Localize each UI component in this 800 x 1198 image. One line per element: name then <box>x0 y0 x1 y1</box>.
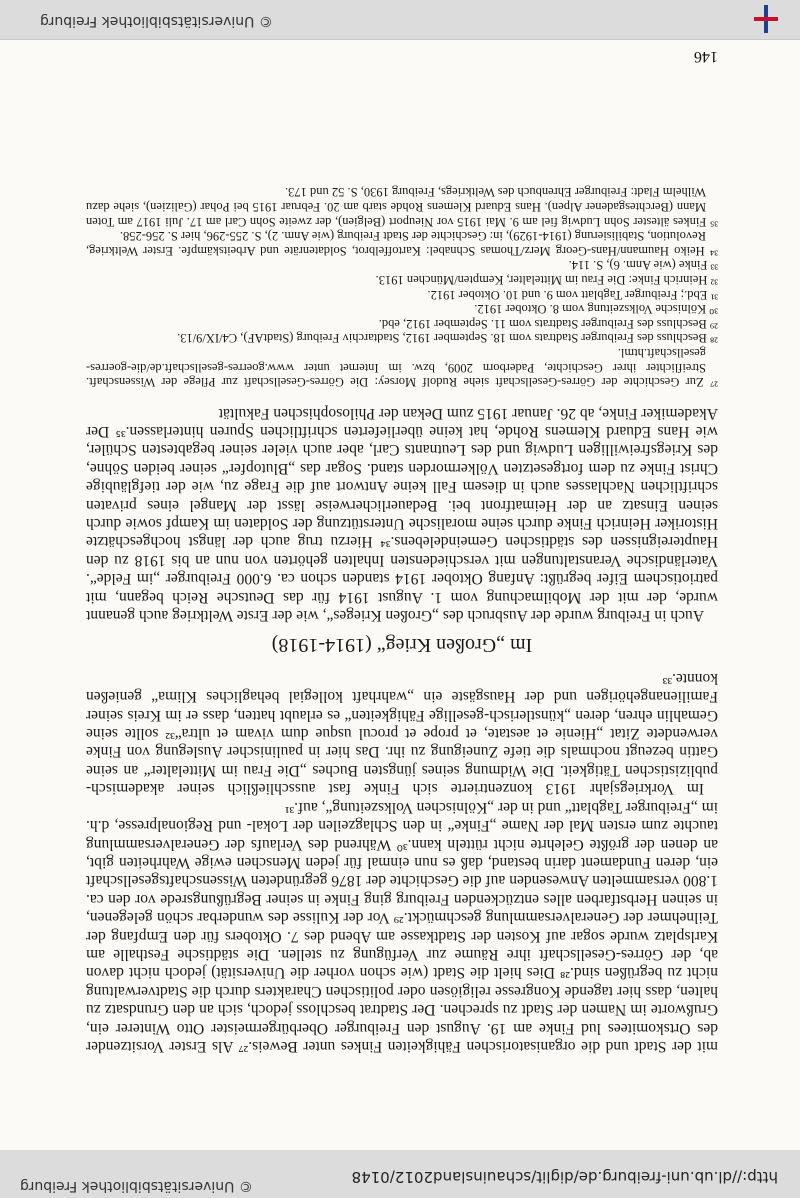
footnote-33: ³³ Finke (wie Anm. 6), S. 114. <box>568 258 718 273</box>
url-label[interactable]: http://dl.ub.uni-freiburg.de/diglit/schauinsland2012/0148 <box>351 1168 778 1186</box>
footnote-30: ³⁰ Kölnische Volkszeitung vom 8. Oktober 1912. <box>474 302 718 317</box>
footnote-27: ²⁷ Zur Geschichte der Görres-Gesellschaft siehe Rudolf Morsey: Die Görres-Gesellschaft zur Pflege der Wissenschaft. Streiflichter ihrer Geschichte, Paderborn 2009, bzw. im Internet unter www.goerres-gesellschaft.de/die-goerres-gesellschaft.html. <box>86 346 718 390</box>
paragraph-1: mit der Stadt und die organisatorischen Fähigkeiten Finkes unter Beweis.²⁷ Als Erster Vorsitzender des Ortskomitees lud Finke am 19. August den Freiburger Oberbürgermeister Otto Winterer ein, Grußworte im Namen der Stadt zu sprechen. Der Stadtrat beschloss jedoch, sich an den Grundsatz zu halten, dass hier tagende Kongresse religiösen oder politischen Charakters durch die Stadtverwaltung nicht zu begrüßen sind.²⁸ Dies hielt die Stadt (wie schon vorher die Universität) jedoch nicht davon ab, der Görres-Gesellschaft ihre Räume zur Verfügung zu stellen. Die städtische Festhalle am Karlsplatz wurde sogar auf Kosten der Stadtkasse am Abend des 7. Oktobers für den Empfang der Teilnehmer der Generalversammlung geschmückt.²⁹ Vor der Kulisse des wunderbar schön gelegenen, in seinen Herbstfarben alles entzückenden Freiburg ging Finke in seiner Begrüßungsrede vor den ca. 1.800 versammelten Anwesenden auf die Geschichte der 1876 gegründeten Wissenschaftsgesellschaft ein, deren Fundament darin bestand, daß es nun einmal für jeden Menschen ewige Wahrheiten gibt, an denen der größte Gelehrte nicht rütteln kann.³⁰ Während des Verlaufs der Generalversammlung tauchte zum ersten Mal der Name „Finke“ in den Schlagzeilen der Lokal- und Regionalpresse, d.h. im „Freiburger Tagblatt“ und in der „Kölnischen Volkszeitung“, auf.³¹ <box>86 798 718 1055</box>
footnote-35: ³⁵ Finkes ältester Sohn Ludwig fiel am 9. Mai 1915 vor Nieuport (Belgien), der zweite Sohn Carl am 17. Juli 1917 am Toten Mann (Berchtesgadener Alpen). Hans Eduard Klemens Rohde starb am 20. Februar 1915 bei Pohar (Galizien), siehe dazu Wilhelm Fladt: Freiburger Ehrenbuch des Weltkriegs, Freiburg 1930, S. 52 und 173. <box>86 185 718 229</box>
footnotes <box>86 185 718 389</box>
university-logo-icon <box>752 5 780 33</box>
page-number: 146 <box>694 48 718 65</box>
footnote-29: ²⁹ Beschluss des Freiburger Stadtrats vom 11. September 1912, ebd. <box>378 316 718 331</box>
scanned-page <box>0 40 800 1150</box>
footnote-28: ²⁸ Beschluss des Freiburger Stadtrats vom 18. September 1912, Stadtarchiv Freiburg (StadtAF), C4/IX/9/13. <box>177 331 718 346</box>
paragraph-2: Im Vorkriegsjahr 1913 konzentrierte sich Finke fast ausschließlich seiner akademisch-publizistischen Tätigkeit. Die Widmung seines jüngsten Buches „Die Frau im Mittelalter“ an seine Gattin bezeugt nochmals die tiefe Zuneigung zu ihr. Das hier in paulinischer Auslegung von Finke verwendete Zitat „Hienie et aestate, et prope et procul usque dum vivam et ultra“³² sollte seine Gemahlin ehren, deren „künstlerisch-gesellige Fähigkeiten“ es erlaubt hatten, dass er im Kreis seiner Familienangehörigen und der Hausgäste ein „wahrhaft kollegial behagliches Klima“ genießen konnte.³³ <box>86 669 718 798</box>
copyright-bottom: © Universitätsbibliothek Freiburg <box>40 13 273 29</box>
footnote-31: ³¹ Ebd.; Freiburger Tagblatt vom 9. und 10. Oktober 1912. <box>427 287 718 302</box>
section-heading: Im „Großen Krieg“ (1914-1918) <box>271 634 533 657</box>
page-content <box>86 185 718 1055</box>
viewer-top-bar <box>0 1149 800 1198</box>
footnote-32: ³² Heinrich Finke: Die Frau im Mittelalter, Kempten/München 1913. <box>375 273 718 288</box>
footnote-34: ³⁴ Heiko Haumann/Hans-Georg Merz/Thomas Schnabel: Kartoffelbrot, Soldatenräte und Arbeitskämpfe. Erster Weltkrieg, Revolution, Stabilisierung (1914-1929), in: Geschichte der Stadt Freiburg (wie Anm. 2), S. 255-296, hier S. 256-258. <box>86 229 718 258</box>
copyright-top: © Universitätsbibliothek Freiburg <box>20 1178 253 1194</box>
viewer-bottom-bar <box>0 0 800 40</box>
paragraph-3: Auch in Freiburg wurde der Ausbruch des „Großen Krieges“, wie der Erste Weltkrieg auch genannt wurde, der mit der Mobilmachung vom 1. August 1914 für das Deutsche Reich begann, mit patriotischem Eifer begrüßt: Anfang Oktober 1914 standen schon ca. 6.000 Freiburger „im Felde“. Vaterländische Veranstaltungen mit verschiedensten Inhalten gehörten von nun an bis 1918 zu den Hauptereignissen des städtischen Gemeindelebens.³⁴ Hierzu trug auch der längst hochgeschätzte Historiker Heinrich Finke durch seine moralische Unterstützung der Soldaten im Kampf sowie durch seinen Einsatz an der Heimatfront bei. Bedauerlicherweise lässt der Mangel eines privaten schriftlichen Nachlasses auch in diesem Fall keine Antwort auf die Frage zu, wie der tiefgläubige Christ Finke zu dem fortgesetzten Völkermorden stand. Sogar das „Blutopfer“ seiner beiden Söhne, des Kriegsfreiwilligen Ludwig und des Leutnants Carl, aber auch vieler seiner begabtesten Schüler, wie Hans Eduard Klemens Rohde, hat keine überlieferten schriftlichen Spuren hinterlassen.³⁵ Der Akademiker Finke, ab 26. Januar 1915 zum Dekan der Philosophischen Fakultät <box>86 404 718 625</box>
